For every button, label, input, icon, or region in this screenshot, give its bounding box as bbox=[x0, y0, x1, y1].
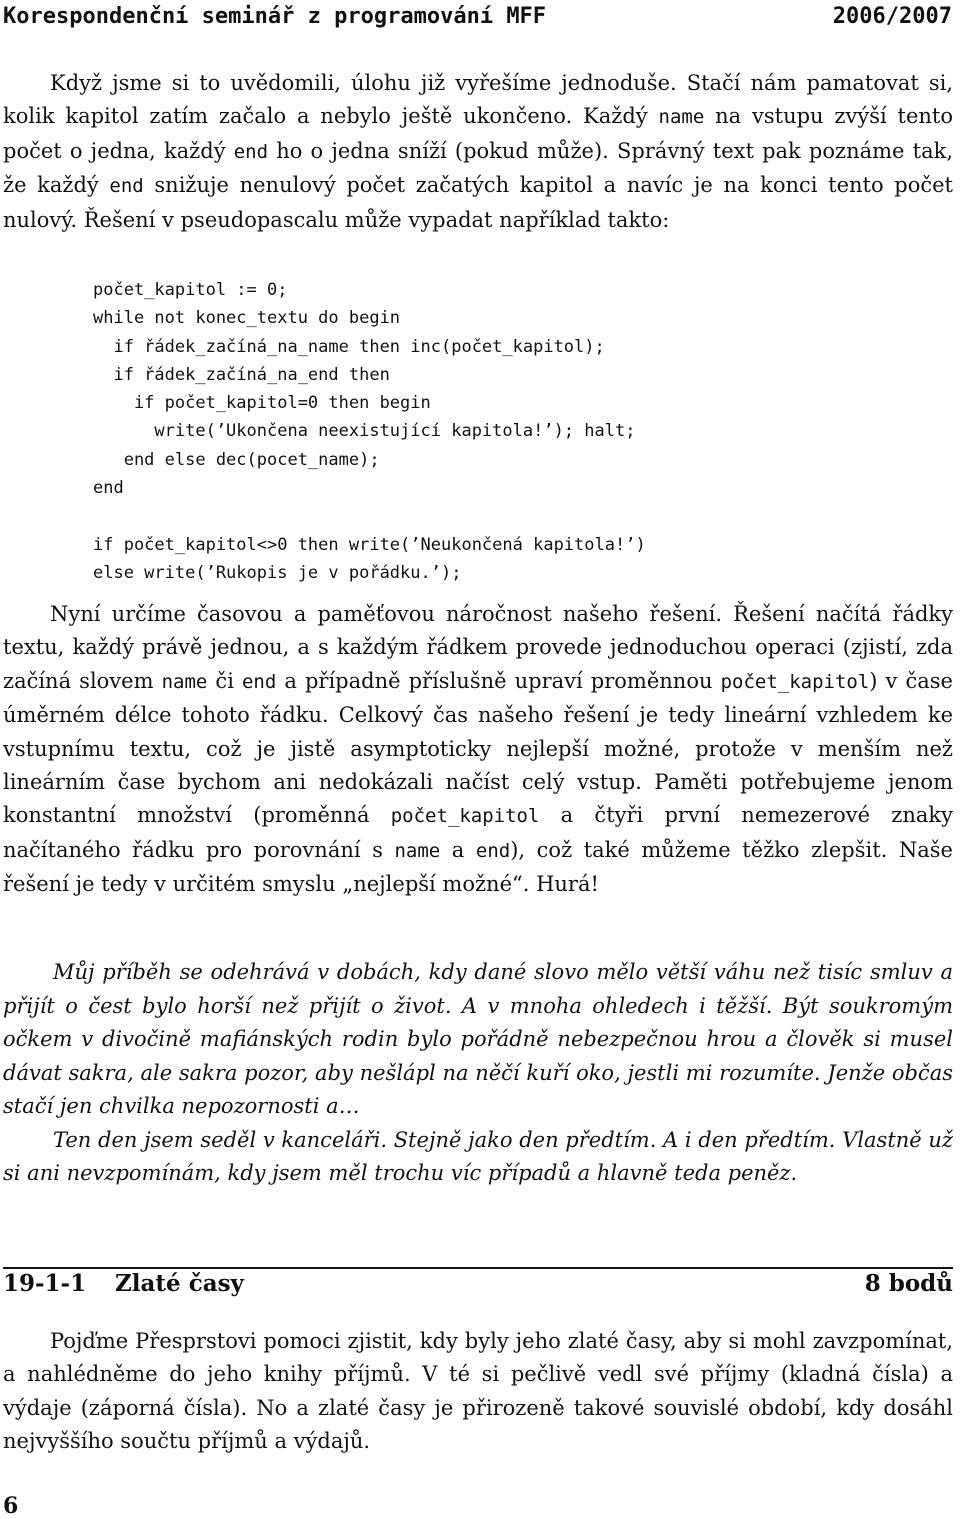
keyword-end: end bbox=[109, 175, 144, 198]
keyword-end: end bbox=[475, 839, 511, 862]
analysis-text-5: a čtyři první nemezerové znaky načítaného řádku pro porovnání s bbox=[3, 803, 953, 862]
keyword-end: end bbox=[241, 670, 277, 693]
analysis-text-3: a případně příslušně upraví proměnnou bbox=[276, 668, 721, 693]
story-paragraph-2 bbox=[3, 1124, 953, 1191]
keyword-pocet-kapitol: počet_kapitol bbox=[390, 805, 540, 828]
keyword-end: end bbox=[233, 140, 269, 163]
keyword-name: name bbox=[658, 106, 705, 129]
keyword-pocet-kapitol: počet_kapitol bbox=[720, 670, 870, 693]
story-paragraph-1 bbox=[3, 956, 953, 1124]
intro-text-1: Když jsme si to uvědomili, úlohu již vyřešíme jednoduše. Stačí nám pamatovat si, kolik kapitol zatím začalo a nebylo ještě ukončeno. Každý bbox=[3, 71, 953, 129]
story-text-1: Můj příběh se odehrává v dobách, kdy dané slovo mělo větší váhu než tisíc smluv a přijít o čest bylo horší než přijít o život. A v mnoha ohledech i těžší. Být soukromým očkem v divočině mafiánských rodin bylo pořádně nebezpečnou hrou a člověk si musel dávat sakra, ale sakra pozor, aby nešlápl na něčí kuří oko, jestli mi rozumíte. Jenže občas stačí jen chvilka nepozornosti a… bbox=[3, 960, 953, 1118]
page-number: 6 bbox=[3, 1493, 19, 1519]
analysis-text-7: ), což také můžeme těžko zlepšit. Naše řešení je tedy v určitém smyslu „nejlepší možné“. Hurá! bbox=[3, 837, 953, 897]
analysis-paragraph bbox=[3, 598, 953, 902]
analysis-text-1: Nyní určíme časovou a paměťovou náročnost našeho řešení. Řešení načítá řádky textu, každý právě jednou, a s každým řádkem provede jednoduchou operaci (zjistí, zda začíná slovem bbox=[3, 602, 953, 693]
story-block bbox=[3, 956, 953, 1191]
intro-text-4: snižuje nenulový počet začatých kapitol a navíc je na konci tento počet nulový. Řešení v pseudopascalu může vypadat například takto: bbox=[3, 173, 953, 232]
header-title: Korespondenční seminář z programování MFF bbox=[3, 4, 547, 29]
story-text-2: Ten den jsem seděl v kanceláři. Stejně jako den předtím. A i den předtím. Vlastně už si ani nevzpomínám, kdy jsem měl trochu víc případů a hlavně teda peněz. bbox=[3, 1127, 953, 1185]
task-text: Pojďme Přesprstovi pomoci zjistit, kdy byly jeho zlaté časy, aby si mohl zavzpomínat, a nahlédněme do jeho knihy příjmů. V té si pečlivě vedl své příjmy (kladná čísla) a výdaje (záporná čísla). No a zlaté časy je přirozeně takové souvislé období, kdy dosáhl nejvyššího součtu příjmů a výdajů. bbox=[3, 1329, 953, 1454]
page-header bbox=[3, 2, 952, 36]
analysis-text-6: a bbox=[440, 837, 476, 862]
header-year: 2006/2007 bbox=[832, 4, 952, 29]
analysis-text-2: či bbox=[207, 668, 242, 693]
pseudopascal-code: počet_kapitol := 0; while not konec_textu do begin if řádek_začíná_na_name then inc(počet_kapitol); if řádek_začíná_na_end then if počet_kapitol=0 then begin write(’Ukončena neexistující kapitola!’); halt; end else dec(pocet_name); end if počet_kapitol<>0 then write(’Neukončená kapitola!’) else write(’Rukopis je v pořádku.’); bbox=[93, 280, 646, 583]
task-paragraph bbox=[3, 1325, 953, 1459]
section-points: 8 bodů bbox=[864, 1270, 953, 1297]
section-number: 19-1-1 bbox=[3, 1270, 87, 1297]
keyword-name: name bbox=[394, 839, 441, 862]
analysis-text-4: ) v čase úměrném délce tohoto řádku. Celkový čas našeho řešení je tedy lineární vzhledem ke vstupnímu textu, což je jistě asymptoticky nejlepší možné, protože v menším než lineárním čase bychom ani nedokázali načíst celý vstup. Paměti potřebujeme jenom konstantní množství (proměnná bbox=[3, 668, 953, 828]
keyword-name: name bbox=[161, 670, 208, 693]
intro-text-2: na vstupu zvýší tento počet o jedna, každý bbox=[3, 104, 953, 163]
section-heading bbox=[3, 1270, 953, 1302]
intro-text-3: ho o jedna sníží (pokud může). Správný text pak poznáme tak, že každý bbox=[3, 138, 953, 198]
section-title: Zlaté časy bbox=[115, 1270, 244, 1297]
intro-paragraph bbox=[3, 67, 953, 237]
section-divider bbox=[3, 1267, 953, 1269]
